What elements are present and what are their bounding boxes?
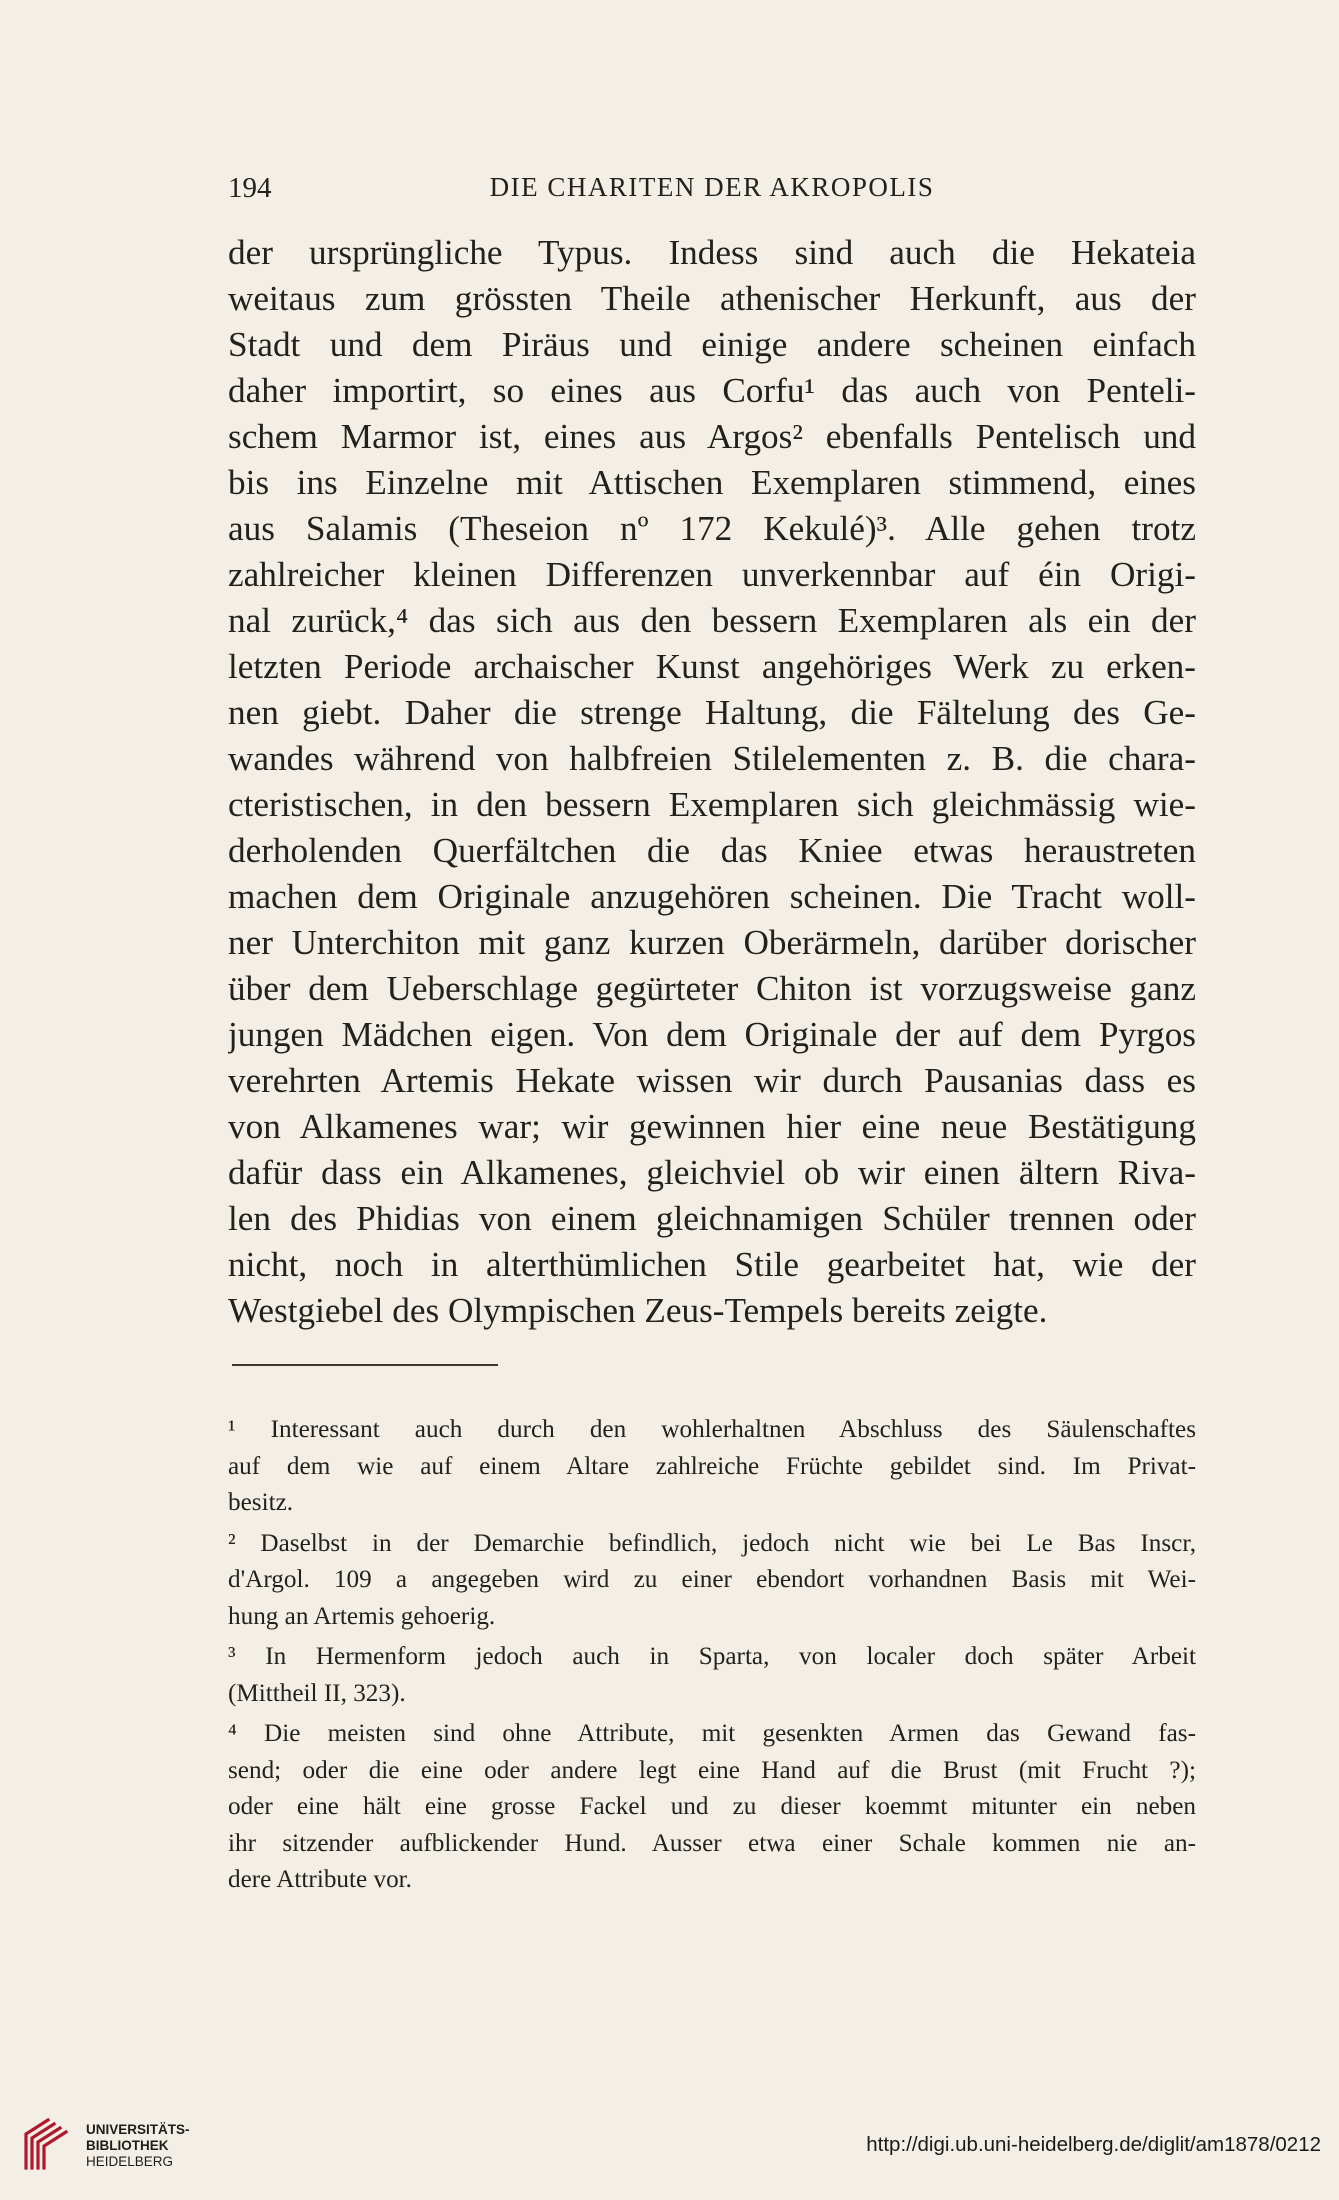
footnote-separator (232, 1364, 498, 1366)
text-line: cteristischen, in den bessern Exemplaren sich gleichmässig wie- (228, 785, 1196, 824)
footnote-line: dere Attribute vor. (228, 1866, 412, 1893)
library-name-line: BIBLIOTHEK (86, 2138, 169, 2153)
footnote-line: besitz. (228, 1489, 294, 1516)
footnote-line: ² Daselbst in der Demarchie befindlich, jedoch nicht wie bei Le Bas Inscr, (228, 1529, 1196, 1557)
text-line: von Alkamenes war; wir gewinnen hier eine neue Bestätigung (228, 1107, 1196, 1146)
text-line: nicht, noch in alterthümlichen Stile gearbeitet hat, wie der (228, 1245, 1196, 1284)
page-header (228, 172, 1196, 208)
text-line: Westgiebel des Olympischen Zeus-Tempels bereits zeigte. (228, 1291, 1048, 1330)
library-logo-icon (18, 2112, 82, 2176)
footnotes (228, 1412, 1196, 1899)
text-line: nen giebt. Daher die strenge Haltung, die Fältelung des Ge- (228, 693, 1196, 732)
text-line: bis ins Einzelne mit Attischen Exemplaren stimmend, eines (228, 463, 1196, 502)
text-line: derholenden Querfältchen die das Kniee etwas heraustreten (228, 831, 1196, 870)
text-line: dafür dass ein Alkamenes, gleichviel ob wir einen ältern Riva- (228, 1153, 1196, 1192)
footnote-line: (Mittheil II, 323). (228, 1679, 406, 1707)
text-line: machen dem Originale anzugehören scheinen. Die Tracht woll- (228, 877, 1196, 916)
library-name (86, 2122, 190, 2170)
text-line: nal zurück,⁴ das sich aus den bessern Exemplaren als ein der (228, 601, 1196, 640)
text-line: der ursprüngliche Typus. Indess sind auch die Hekateia (228, 233, 1196, 272)
page-number: 194 (228, 172, 272, 204)
footnote-2 (228, 1526, 1196, 1636)
library-name-line: HEIDELBERG (86, 2154, 174, 2169)
text-line: schem Marmor ist, eines aus Argos² ebenfalls Pentelisch und (228, 417, 1196, 456)
footnote-1 (228, 1412, 1196, 1522)
text-line: Stadt und dem Piräus und einige andere scheinen einfach (228, 325, 1196, 364)
running-title: DIE CHARITEN DER AKROPOLIS (489, 172, 935, 202)
footnote-3 (228, 1639, 1196, 1712)
text-line: jungen Mädchen eigen. Von dem Originale der auf dem Pyrgos (228, 1015, 1196, 1054)
footnote-line: ³ In Hermenform jedoch auch in Sparta, von localer doch später Arbeit (228, 1643, 1196, 1670)
footnote-4 (228, 1716, 1196, 1899)
text-line: zahlreicher kleinen Differenzen unverkennbar auf éin Origi- (228, 555, 1196, 594)
main-text (228, 230, 1196, 1334)
footnote-line: oder eine hält eine grosse Fackel und zu dieser koemmt mitunter ein neben (228, 1793, 1196, 1820)
footnote-line: auf dem wie auf einem Altare zahlreiche Früchte gebildet sind. Im Privat- (228, 1452, 1196, 1480)
footnote-line: ¹ Interessant auch durch den wohlerhaltnen Abschluss des Säulenschaftes (228, 1416, 1196, 1443)
text-line: daher importirt, so eines aus Corfu¹ das auch von Penteli- (228, 371, 1196, 410)
text-line: weitaus zum grössten Theile athenischer Herkunft, aus der (228, 279, 1196, 318)
footnote-line: ⁴ Die meisten sind ohne Attribute, mit gesenkten Armen das Gewand fas- (228, 1720, 1196, 1747)
text-line: ner Unterchiton mit ganz kurzen Oberärmeln, darüber dorischer (228, 923, 1196, 962)
text-line: aus Salamis (Theseion nº 172 Kekulé)³. Alle gehen trotz (228, 509, 1196, 548)
text-line: über dem Ueberschlage gegürteter Chiton ist vorzugsweise ganz (228, 969, 1196, 1008)
footnote-line: hung an Artemis gehoerig. (228, 1602, 496, 1630)
footnote-line: d'Argol. 109 a angegeben wird zu einer ebendort vorhandnen Basis mit Wei- (228, 1566, 1196, 1593)
text-line: len des Phidias von einem gleichnamigen Schüler trennen oder (228, 1199, 1196, 1238)
text-line: letzten Periode archaischer Kunst angehöriges Werk zu erken- (228, 647, 1196, 686)
footnote-line: ihr sitzender aufblickender Hund. Ausser etwa einer Schale kommen nie an- (228, 1829, 1196, 1857)
footnote-line: send; oder die eine oder andere legt eine Hand auf die Brust (mit Frucht ?); (228, 1756, 1196, 1784)
library-name-line: UNIVERSITÄTS- (86, 2122, 190, 2137)
source-url-link[interactable]: http://digi.ub.uni-heidelberg.de/diglit/am1878/0212 (866, 2133, 1321, 2156)
text-line: wandes während von halbfreien Stilelementen z. B. die chara- (228, 739, 1196, 778)
text-line: verehrten Artemis Hekate wissen wir durch Pausanias dass es (228, 1061, 1196, 1100)
